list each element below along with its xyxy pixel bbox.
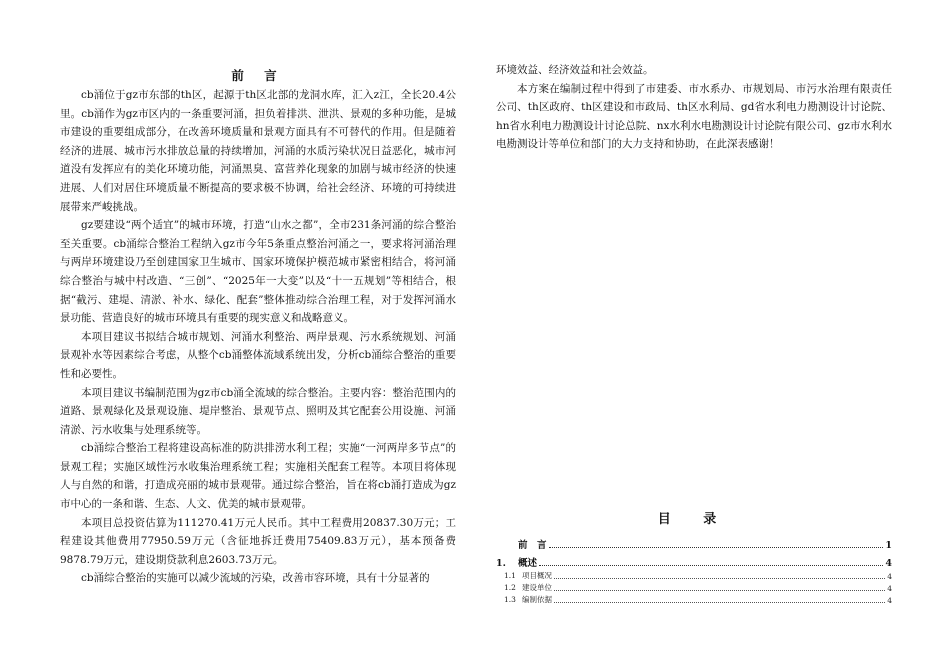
toc-subentry-number: 1.1 bbox=[504, 571, 516, 580]
toc-subentry-label: 项目概况 bbox=[522, 571, 552, 580]
toc-subentry-label: 编制依据 bbox=[522, 595, 552, 604]
toc-entry-number: 1. bbox=[496, 558, 506, 569]
toc-subentry[interactable] bbox=[496, 593, 892, 605]
preface-paragraph: cb涌位于gz市东部的th区，起源于th区北部的龙洞水库，汇入z江，全长20.4公里。cb涌作为gz市区内的一条重要河涌，担负着排洪、泄洪、景观的多种功能，是城市建设的重要组成部分，在改善环境质量和景观方面具有不可替代的作用。但是随着经济的进展、城市污水排放总量的持续增加，河涌的水质污染状况日益恶化，城市河道没有发挥应有的美化环境功能，河涌黑臭、富营养化现象的加剧与城市经济的快速进展、人们对居住环境质量不断提高的要求极不协调，给社会经济、环境的可持续进展带来严峻挑战。 bbox=[60, 89, 456, 213]
toc-subentry-page: 4 bbox=[887, 584, 892, 593]
preface-column-right bbox=[496, 61, 892, 154]
toc-subentry-page: 4 bbox=[887, 596, 892, 605]
toc-leader-dots bbox=[549, 546, 884, 548]
toc-entry-page: 1 bbox=[885, 540, 892, 551]
preface-title: 前 言 bbox=[231, 68, 285, 83]
preface-paragraph: cb涌综合整治的实施可以减少流域的污染，改善市容环境，具有十分显著的 bbox=[81, 572, 430, 585]
toc-title: 目 录 bbox=[657, 512, 731, 527]
preface-paragraph: gz要建设“两个适宜”的城市环境，打造“山水之都”，全市231条河涌的综合整治至关重要。cb涌综合整治工程纳入gz市今年5条重点整治河涌之一，要求将河涌治理与两岸环境建设乃至创建国家卫生城市、国家环境保护模范城市紧密相结合，将河涌综合整治与城中村改造、“三创”、“2025年一大变”以及“十一五规划”等相结合，根据“截污、建堤、清淤、补水、绿化、配套”整体推动综合治理工程，对于发挥河涌水景功能、营造良好的城市环境具有重要的现实意义和战略意义。 bbox=[60, 219, 456, 325]
toc-subentry-number: 1.2 bbox=[504, 583, 516, 592]
toc-leader-dots bbox=[554, 589, 885, 591]
table-of-contents bbox=[496, 533, 892, 605]
toc-entry[interactable] bbox=[496, 533, 892, 551]
preface-paragraph: cb涌综合整治工程将建设高标准的防洪排涝水利工程；实施“一河两岸多节点”的景观工程；实施区域性污水收集治理系统工程；实施相关配套工程等。本项目将体现人与自然的和谐，打造成亮丽的城市景观带。通过综合整治，旨在将cb涌打造成为gz市中心的一条和谐、生态、人文、优美的城市景观带。 bbox=[60, 442, 456, 511]
preface-acknowledgement: 本方案在编制过程中得到了市建委、市水系办、市规划局、市污水治理有限责任公司、th区政府、th区建设和市政局、th区水利局、gd省水利电力勘测设计讨论院、hn省水利电力勘测设计讨论总院、nx水利水电勘测设计讨论院有限公司、gz市水利水电勘测设计等单位和部门的大力支持和协助，在此深表感谢！ bbox=[496, 82, 892, 151]
toc-subentry[interactable] bbox=[496, 581, 892, 593]
toc-subentry-number: 1.3 bbox=[504, 595, 516, 604]
toc-entry-page: 4 bbox=[885, 558, 892, 569]
preface-paragraph: 本项目建议书拟结合城市规划、河涌水利整治、两岸景观、污水系统规划、河涌景观补水等因素综合考虑，从整个cb涌整体流域系统出发，分析cb涌综合整治的重要性和必要性。 bbox=[60, 330, 456, 380]
toc-leader-dots bbox=[554, 601, 885, 603]
toc-leader-dots bbox=[554, 577, 885, 579]
toc-subentry-label: 建设单位 bbox=[522, 583, 552, 592]
toc-subentry-page: 4 bbox=[887, 572, 892, 581]
preface-column-left bbox=[60, 68, 456, 588]
toc-entry[interactable] bbox=[496, 551, 892, 569]
toc-leader-dots bbox=[539, 564, 883, 566]
toc-entry-label: 概述 bbox=[518, 558, 538, 569]
toc-entry-label: 前 言 bbox=[518, 540, 547, 551]
preface-paragraph: 本项目总投资估算为111270.41万元人民币。其中工程费用20837.30万元；工程建设其他费用77950.59万元（含征地拆迁费用75409.83万元），基本预备费9878.79万元，建设期贷款利息2603.73万元。 bbox=[60, 516, 456, 566]
preface-paragraph: 本项目建议书编制范围为gz市cb涌全流域的综合整治。主要内容：整治范围内的道路、景观绿化及景观设施、堤岸整治、景观节点、照明及其它配套公用设施、河涌清淤、污水收集与处理系统等。 bbox=[60, 386, 456, 436]
toc-subentry[interactable] bbox=[496, 569, 892, 581]
preface-continuation: 环境效益、经济效益和社会效益。 bbox=[496, 64, 654, 76]
